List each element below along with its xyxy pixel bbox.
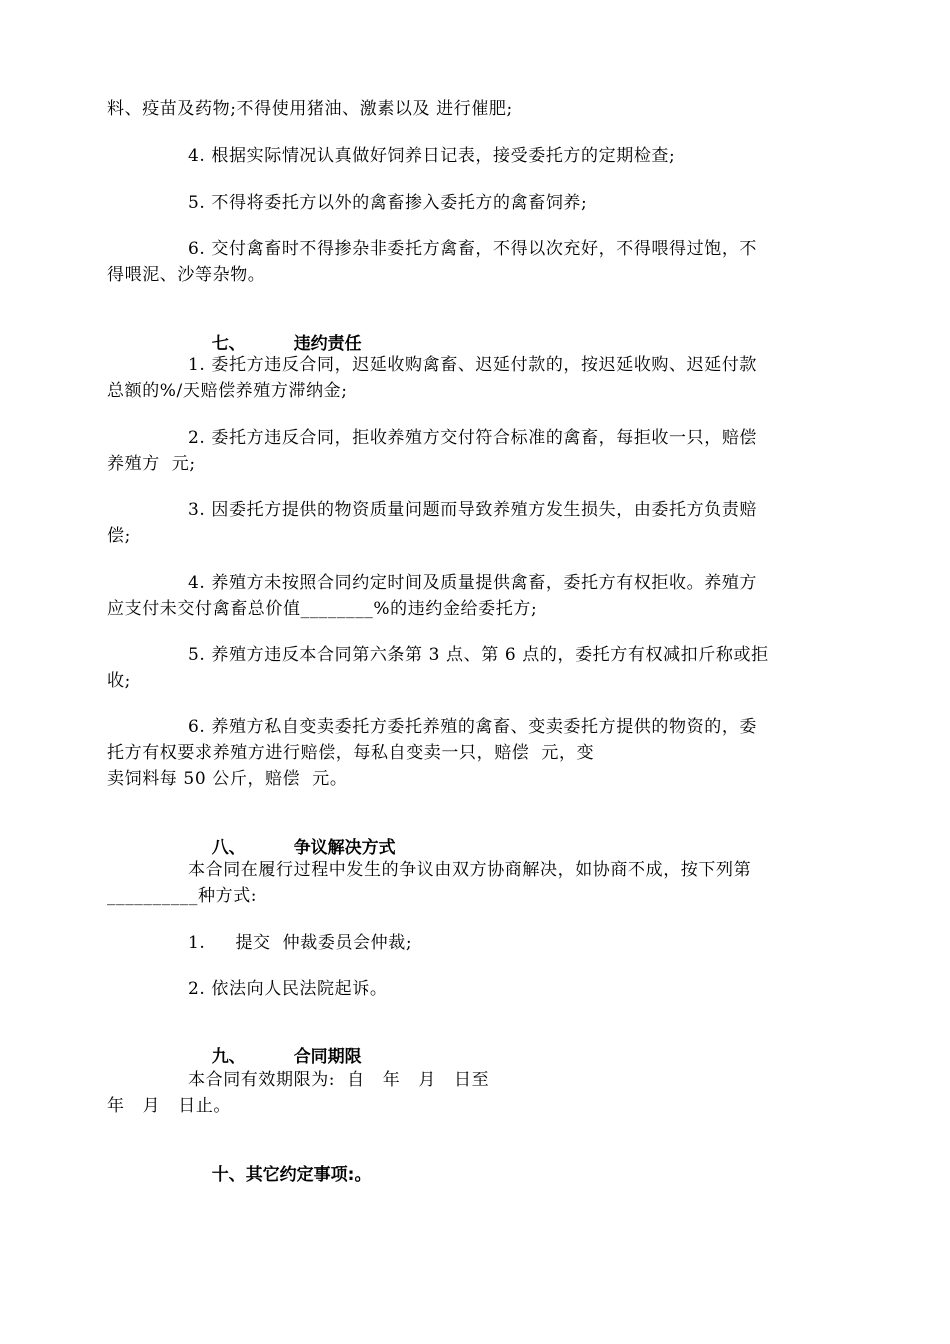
text-line: 本合同有效期限为: 自 年 月 日至: [188, 1070, 490, 1090]
text-line: 收;: [107, 671, 131, 691]
section-heading-other: [188, 1142, 372, 1208]
text-line: 5. 养殖方违反本合同第六条第 3 点、第 6 点的，委托方有权减扣斤称或拒: [188, 645, 769, 665]
text-line: 6. 交付禽畜时不得掺杂非委托方禽畜，不得以次充好，不得喂得过饱，不: [188, 239, 758, 259]
text-line: __________种方式:: [107, 886, 258, 906]
text-line: 养殖方 元;: [107, 454, 196, 474]
text-line: 卖饲料每 50 公斤，赔偿 元。: [107, 769, 348, 789]
text-line: 6. 养殖方私自变卖委托方委托养殖的禽畜、变卖委托方提供的物资的，委: [188, 717, 758, 737]
section-title: 其它约定事项:。: [245, 1165, 372, 1185]
text-line: 年 月 日止。: [107, 1096, 232, 1116]
text-line: 托方有权要求养殖方进行赔偿，每私自变卖一只，赔偿 元，变: [107, 743, 595, 763]
section-number: 十、: [211, 1165, 246, 1185]
text-line: 2. 委托方违反合同，拒收养殖方交付符合标准的禽畜，每拒收一只，赔偿: [188, 428, 758, 448]
section-number: 七、: [211, 334, 246, 354]
section-number: 八、: [211, 838, 246, 858]
section-title: 争议解决方式: [293, 838, 396, 858]
text-line: 4. 根据实际情况认真做好饲养日记表，接受委托方的定期检查;: [188, 146, 676, 166]
text-line: 5. 不得将委托方以外的禽畜掺入委托方的禽畜饲养;: [188, 193, 588, 213]
text-line: 1. 委托方违反合同，迟延收购禽畜、迟延付款的，按迟延收购、迟延付款: [188, 355, 758, 375]
section-title: 合同期限: [293, 1047, 362, 1067]
text-line: 1. 提交 仲裁委员会仲裁;: [188, 933, 413, 953]
text-line: 偿;: [107, 526, 131, 546]
text-line: 4. 养殖方未按照合同约定时间及质量提供禽畜，委托方有权拒收。养殖方: [188, 573, 758, 593]
text-line: 得喂泥、沙等杂物。: [107, 265, 266, 285]
text-line: 3. 因委托方提供的物资质量问题而导致养殖方发生损失，由委托方负责赔: [188, 500, 758, 520]
text-line: 应支付未交付禽畜总价值________%的违约金给委托方;: [107, 599, 538, 619]
text-line: 料、疫苗及药物;不得使用猪油、激素以及 进行催肥;: [107, 99, 513, 119]
section-number: 九、: [211, 1047, 246, 1067]
text-line: 总额的%/天赔偿养殖方滞纳金;: [107, 381, 348, 401]
text-line: 本合同在履行过程中发生的争议由双方协商解决，如协商不成，按下列第: [188, 860, 752, 880]
text-line: 2. 依法向人民法院起诉。: [188, 979, 388, 999]
section-title: 违约责任: [293, 334, 362, 354]
